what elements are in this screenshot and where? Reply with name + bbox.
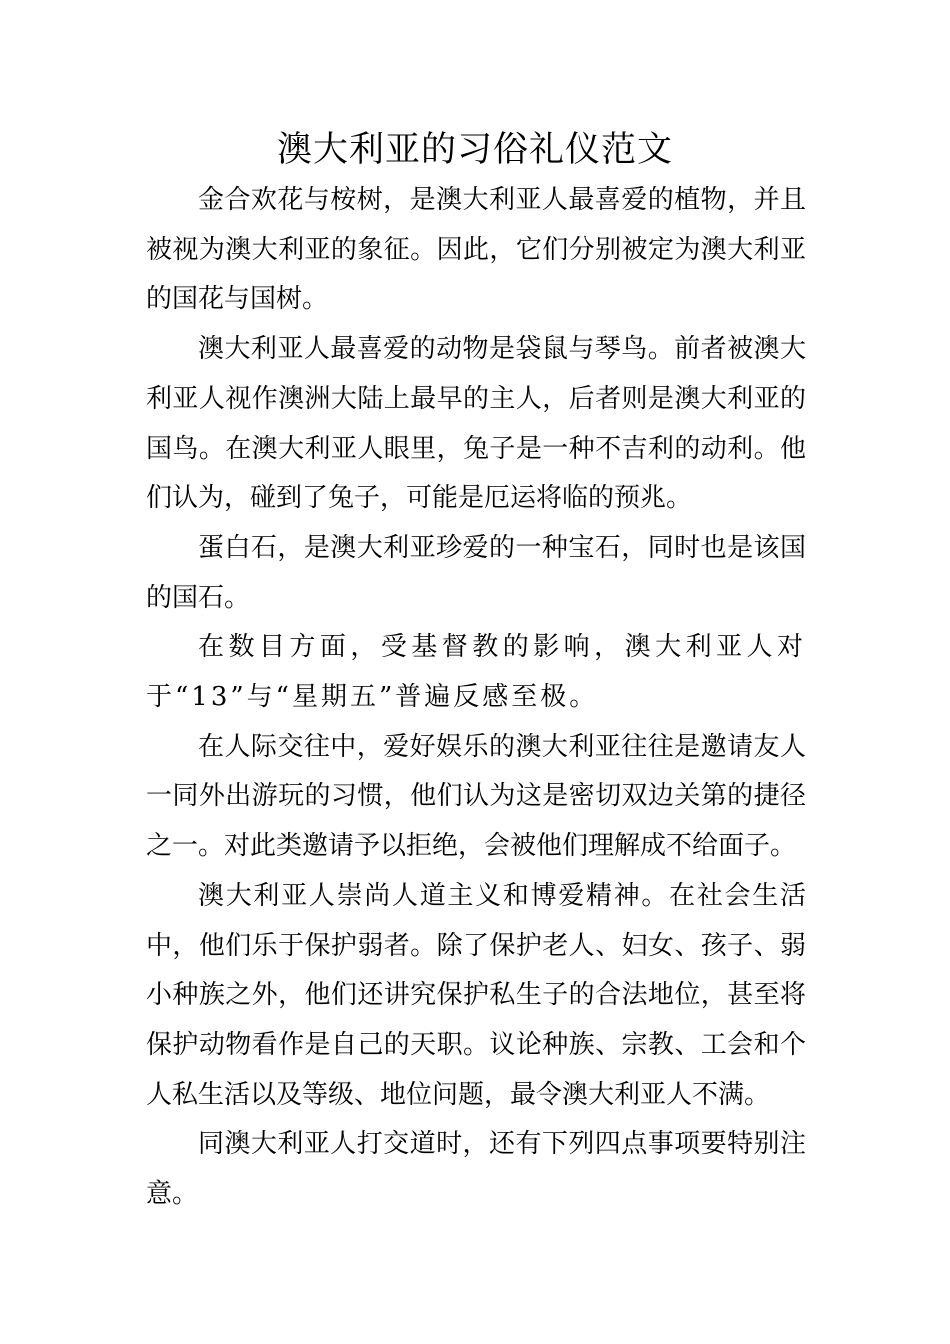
- document-title: 澳大利亚的习俗礼仪范文: [276, 130, 673, 170]
- paragraph-national-stone: 蛋白石，是澳大利亚珍爱的一种宝石，同时也是该国的国石。: [146, 532, 806, 613]
- paragraph-social-interaction: 在人际交往中，爱好娱乐的澳大利亚往往是邀请友人一同外出游玩的习惯，他们认为这是密切双边关第的捷径之一。对此类邀请予以拒绝，会被他们理解成不给面子。: [146, 731, 806, 862]
- paragraph-humanitarianism: 澳大利亚人崇尚人道主义和博爱精神。在社会生活中，他们乐于保护弱者。除了保护老人、妇女、孩子、弱小种族之外，他们还讲究保护私生子的合法地位，甚至将保护动物看作是自己的天职。议论种族、宗教、工会和个人私生活以及等级、地位问题，最令澳大利亚人不满。: [146, 880, 806, 1110]
- document-body: [146, 176, 806, 1220]
- paragraph-four-points: 同澳大利亚人打交道时，还有下列四点事项要特别注意。: [146, 1129, 806, 1210]
- paragraph-national-plants: 金合欢花与桉树，是澳大利亚人最喜爱的植物，并且被视为澳大利亚的象征。因此，它们分别被定为澳大利亚的国花与国树。: [146, 185, 806, 315]
- paragraph-numbers: 在数目方面，受基督教的影响，澳大利亚人对于“13”与“星期五”普遍反感至极。: [146, 632, 806, 713]
- paragraph-favorite-animals: 澳大利亚人最喜爱的动物是袋鼠与琴鸟。前者被澳大利亚人视作澳洲大陆上最早的主人，后者则是澳大利亚的国鸟。在澳大利亚人眼里，兔子是一种不吉利的动利。他们认为，碰到了兔子，可能是厄运将临的预兆。: [146, 334, 806, 514]
